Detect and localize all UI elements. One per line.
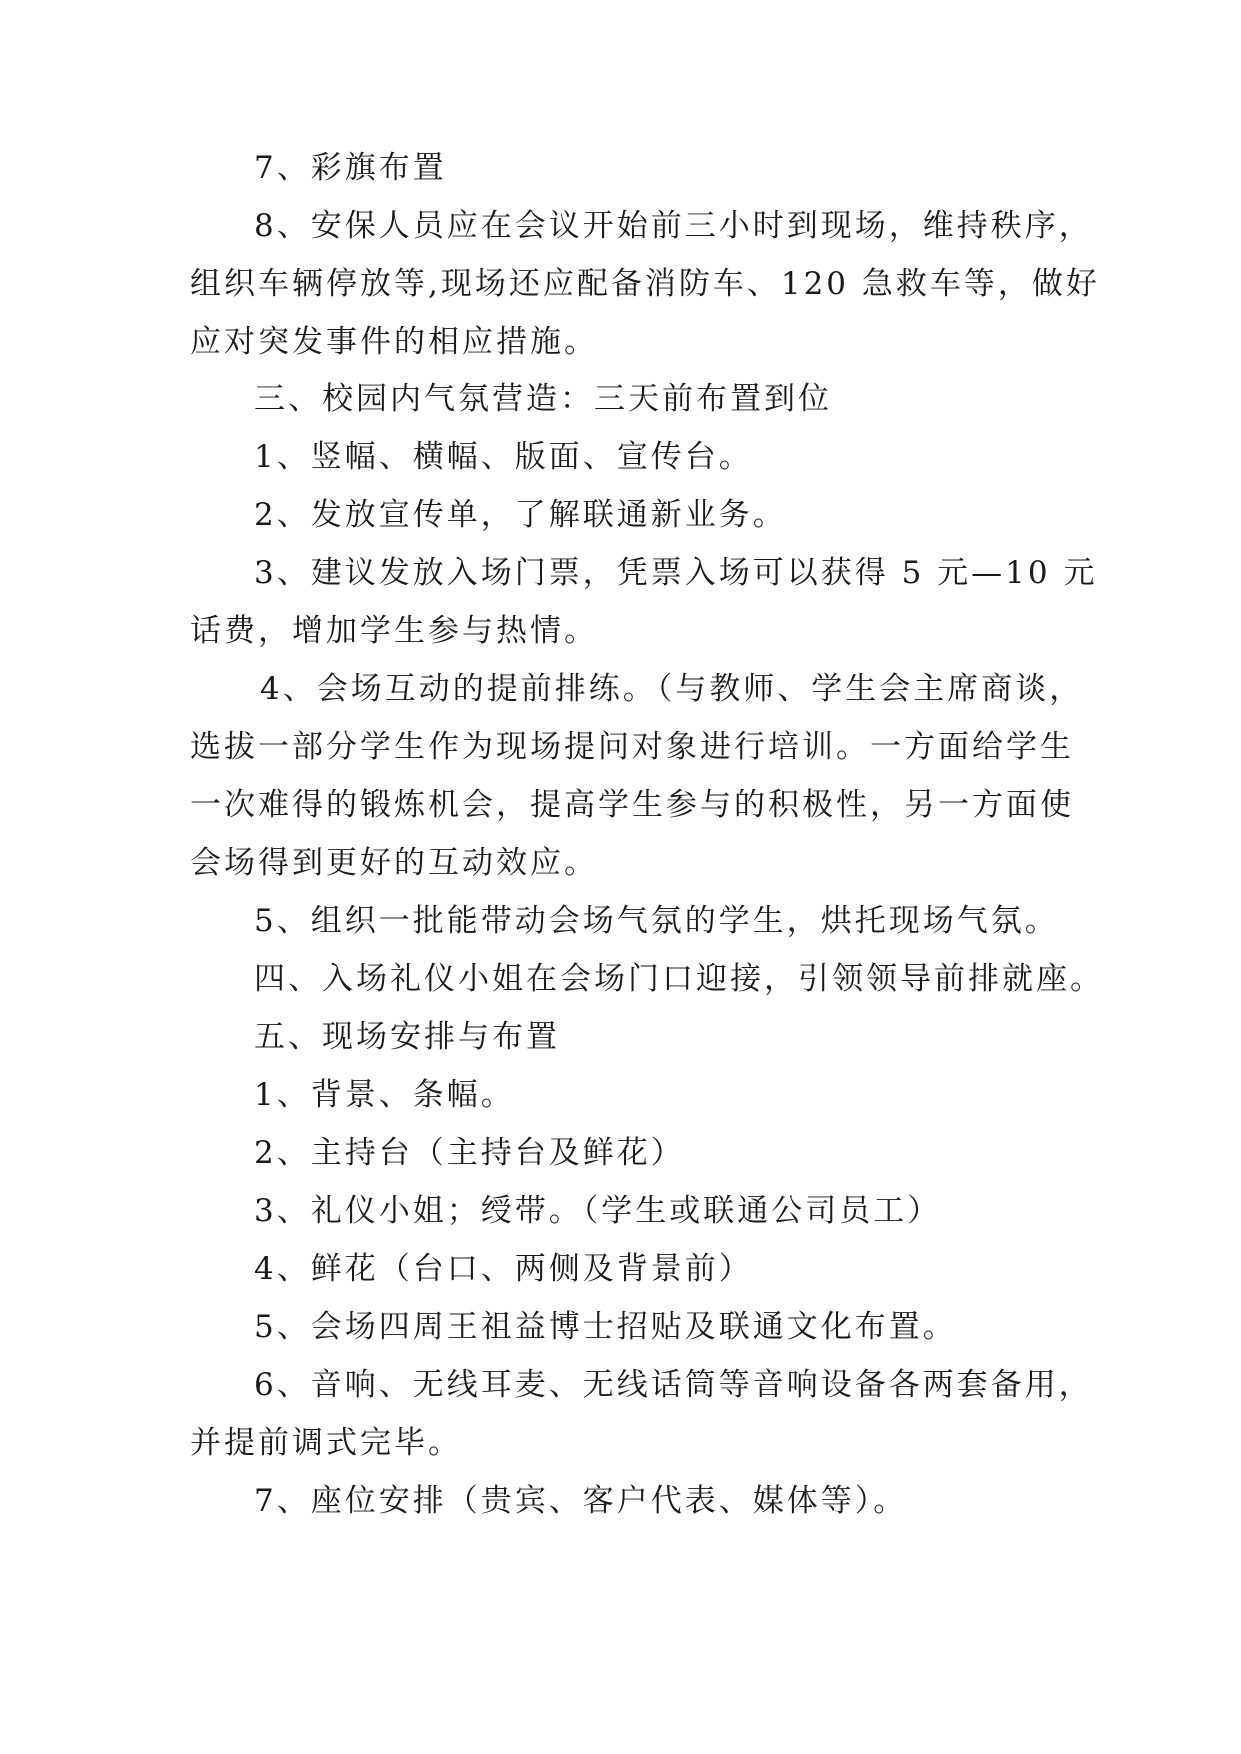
list-item: 3、礼仪小姐；绶带。（学生或联通公司员工） xyxy=(254,1193,942,1229)
list-item: 2、发放宣传单，了解联通新业务。 xyxy=(254,497,787,533)
list-item: 3、建议发放入场门票，凭票入场可以获得 5 元—10 元 xyxy=(254,555,1098,591)
list-item: 1、竖幅、横幅、版面、宣传台。 xyxy=(254,439,753,475)
list-item: 8、安保人员应在会议开始前三小时到现场，维持秩序， xyxy=(254,208,1093,244)
paragraph-line: 选拔一部分学生作为现场提问对象进行培训。一方面给学生 xyxy=(190,729,1074,765)
paragraph-line: 话费，增加学生参与热情。 xyxy=(190,613,598,649)
paragraph-line: 一次难得的锻炼机会，提高学生参与的积极性，另一方面使 xyxy=(190,787,1074,823)
paragraph-line: 会场得到更好的互动效应。 xyxy=(190,845,598,881)
list-item: 5、组织一批能带动会场气氛的学生，烘托现场气氛。 xyxy=(254,903,1059,939)
list-item: 4、会场互动的提前排练。（与教师、学生会主席商谈， xyxy=(260,671,1084,707)
list-item: 1、背景、条幅。 xyxy=(254,1077,515,1113)
list-item: 7、座位安排（贵宾、客户代表、媒体等）。 xyxy=(254,1483,908,1519)
list-item: 2、主持台（主持台及鲜花） xyxy=(254,1135,685,1171)
paragraph-line: 应对突发事件的相应措施。 xyxy=(190,324,598,360)
list-item: 4、鲜花（台口、两侧及背景前） xyxy=(254,1251,753,1287)
list-item: 6、音响、无线耳麦、无线话筒等音响设备各两套备用， xyxy=(254,1367,1093,1403)
section-heading: 五、现场安排与布置 xyxy=(254,1019,560,1055)
paragraph-line: 并提前调式完毕。 xyxy=(190,1425,462,1461)
section-heading: 三、校园内气氛营造：三天前布置到位 xyxy=(254,381,832,417)
list-item: 5、会场四周王祖益博士招贴及联通文化布置。 xyxy=(254,1309,957,1345)
list-item: 7、彩旗布置 xyxy=(254,150,447,186)
section-heading: 四、入场礼仪小姐在会场门口迎接，引领领导前排就座。 xyxy=(254,961,1104,997)
paragraph-line: 组织车辆停放等,现场还应配备消防车、120 急救车等，做好 xyxy=(190,266,1100,302)
